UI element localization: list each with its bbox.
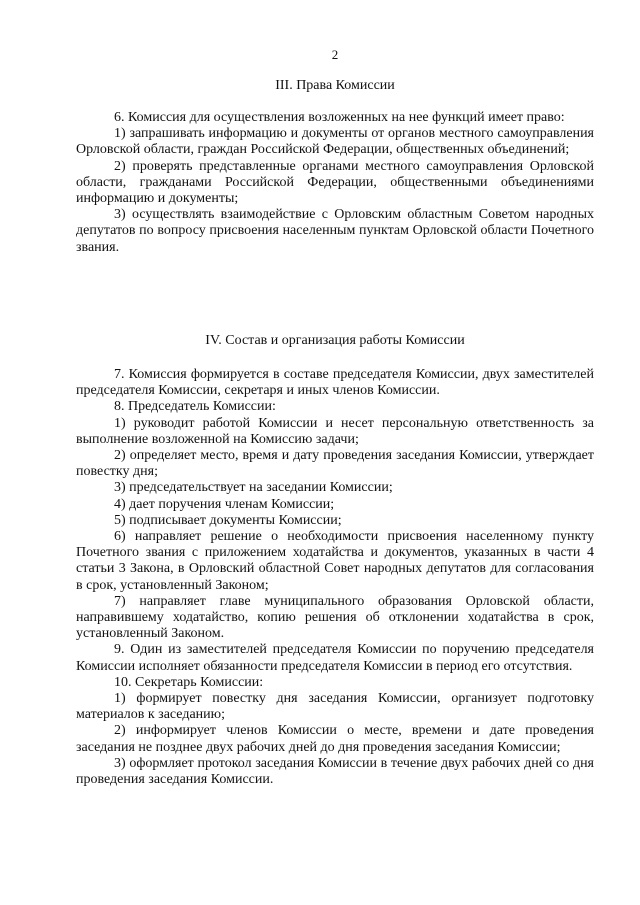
document-page (76, 0, 594, 905)
paragraph: 2) проверять представленные органами местного самоуправления Орловской области, гражданами Российской Федерации, общественными объединениями информацию и документы; (76, 158, 594, 207)
paragraph: 7. Комиссия формируется в составе председателя Комиссии, двух заместителей председателя Комиссии, секретаря и иных членов Комиссии. (76, 367, 594, 399)
paragraph: 8. Председатель Комиссии: (114, 399, 276, 415)
paragraph: 2) определяет место, время и дату проведения заседания Комиссии, утверждает повестку дня; (76, 448, 594, 480)
section-4-body (76, 367, 594, 788)
paragraph: 4) дает поручения членам Комиссии; (114, 496, 335, 512)
paragraph: 10. Секретарь Комиссии: (114, 674, 264, 690)
paragraph: 7) направляет главе муниципального образования Орловской области, направившему ходатайство, копию решения об отклонении ходатайства в срок, установленный Законом. (76, 593, 594, 642)
section-3-heading: III. Права Комиссии (275, 78, 395, 93)
paragraph: 3) председательствует на заседании Комиссии; (114, 480, 393, 496)
paragraph: 1) формирует повестку дня заседания Комиссии, организует подготовку материалов к заседанию; (76, 691, 594, 723)
paragraph: 2) информирует членов Комиссии о месте, времени и дате проведения заседания не позднее двух рабочих дней до дня проведения заседания Комиссии; (76, 723, 594, 755)
paragraph: 1) запрашивать информацию и документы от органов местного самоуправления Орловской области, граждан Российской Федерации, общественных объединений; (76, 126, 594, 158)
paragraph: 3) осуществлять взаимодействие с Орловским областным Советом народных депутатов по вопросу присвоения населенным пунктам Орловской области Почетного звания. (76, 207, 594, 255)
paragraph: 6. Комиссия для осуществления возложенных на нее функций имеет право: (114, 110, 565, 125)
paragraph: 6) направляет решение о необходимости присвоения населенному пункту Почетного звания с приложением ходатайства и документов, указанных в части 4 статьи 3 Закона, в Орловский областной Совет народных депутатов для согласования в срок, установленный Законом; (76, 529, 594, 593)
paragraph: 9. Один из заместителей председателя Комиссии по поручению председателя Комиссии исполняет обязанности председателя Комиссии в период его отсутствия. (76, 642, 594, 674)
paragraph: 3) оформляет протокол заседания Комиссии в течение двух рабочих дней со дня проведения заседания Комиссии. (76, 755, 594, 788)
paragraph: 5) подписывает документы Комиссии; (114, 512, 342, 528)
page-number: 2 (331, 47, 339, 62)
paragraph: 1) руководит работой Комиссии и несет персональную ответственность за выполнение возложенной на Комиссию задачи; (76, 415, 594, 447)
section-3-body (76, 110, 594, 256)
section-4-heading: IV. Состав и организация работы Комиссии (205, 333, 465, 348)
